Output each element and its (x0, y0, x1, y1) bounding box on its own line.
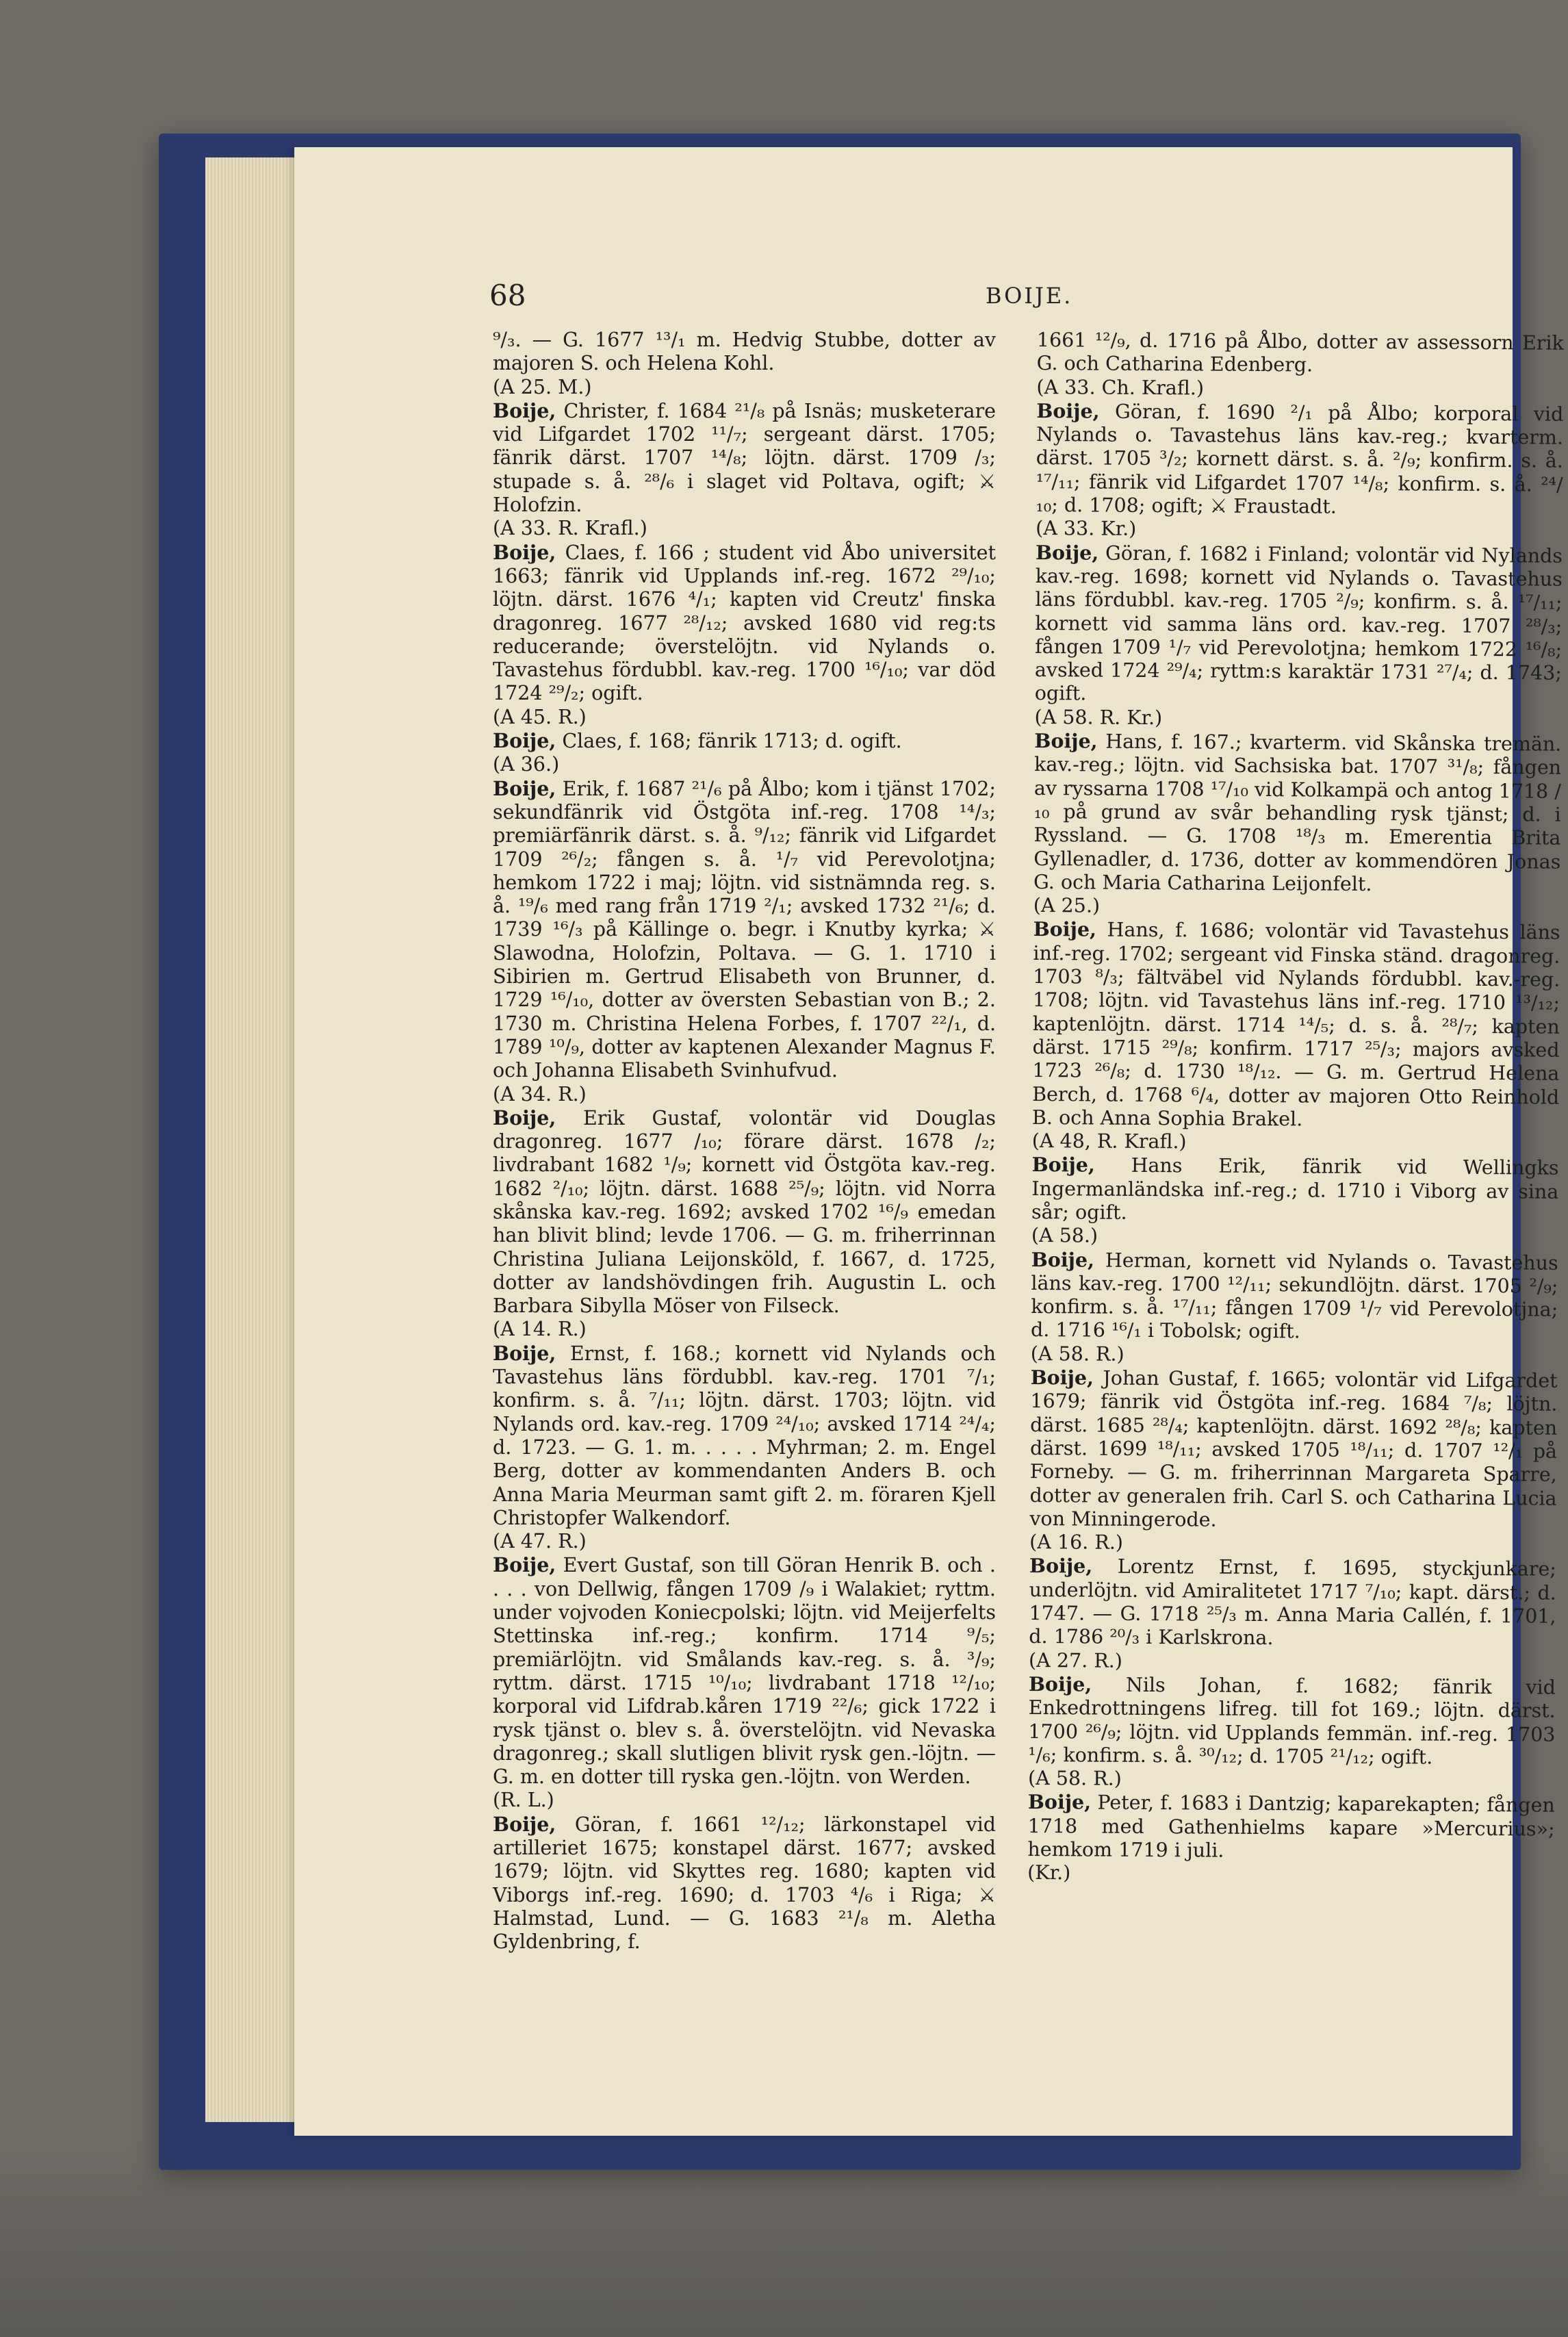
source-ref: (A 33. R. Krafl.) (493, 517, 647, 540)
biography-entry: Boije, Christer, f. 1684 ²¹/₈ på Isnäs; musketerare vid Lifgardet 1702 ¹¹/₇; sergeant därst. 1705; fänrik därst. 1707 ¹⁴/₈; löjtn. därst. 1709 /₃; stupade s. å. ²⁸/₆ i slaget vid Poltava, ogift; ⚔ Holofzin. (493, 398, 996, 517)
source-ref: (A 34. R.) (493, 1082, 587, 1106)
surname: Boije, (493, 1812, 556, 1836)
surname: Boije, (1034, 729, 1098, 753)
source-ref: (A 47. R.) (493, 1530, 587, 1553)
biography-entry: Boije, Hans Erik, fänrik vid Wellingks Ingermanländska inf.-reg.; d. 1710 i Viborg av sina sår; ogift. (1031, 1153, 1559, 1224)
surname: Boije, (493, 776, 556, 800)
biography-entry: Boije, Ernst, f. 168.; kornett vid Nylands och Tavastehus läns fördubbl. kav.-reg. 1701 ⁷/₁; konfirm. s. å. ⁷/₁₁; löjtn. därst. 1703; löjtn. vid Nylands ord. kav.-reg. 1709 ²⁴/₁₀; avsked 1714 ²⁴/₄; d. 1723. — G. 1. m. . . . . Myhrman; 2. m. Engel Berg, dotter av kommendanten Anders B. och Anna Maria Meurman samt gift 2. m. föraren Kjell Christopfer Walkendorf. (493, 1341, 996, 1529)
left-column (493, 329, 996, 1954)
surname: Boije, (493, 1553, 556, 1577)
source-ref: (A 25.) (1033, 894, 1101, 917)
surname: Boije, (493, 1341, 556, 1365)
running-head: BOIJE. (986, 283, 1073, 309)
biography-entry: Boije, Hans, f. 167.; kvarterm. vid Skånska tremän. kav.-reg.; löjtn. vid Sachsiska bat. 1707 ³¹/₈; fången av ryssarna 1708 ¹⁷/₁₀ vid Kolkampä och antog 1718 /₁₀ på grund av svår behandling rysk tjänst; d. i Ryssland. — G. 1708 ¹⁸/₃ m. Emerentia Brita Gyllenadler, d. 1736, dotter av kommendören Jonas G. och Maria Catharina Leijonfelt. (1033, 729, 1562, 895)
biography-entry: Boije, Erik Gustaf, volontär vid Douglas dragonreg. 1677 /₁₀; förare därst. 1678 /₂; livdrabant 1682 ¹/₉; kornett vid Östgöta kav.-reg. 1682 ²/₁₀; löjtn. därst. 1688 ²⁵/₉; löjtn. vid Norra skånska kav.-reg. 1692; avsked 1702 ¹⁶/₉ emedan han blivit blind; levde 1706. — G. m. friherrinnan Christina Juliana Leijonsköld, f. 1667, d. 1725, dotter av landshövdingen frih. Augustin L. och Barbara Sibylla Möser von Filseck. (493, 1106, 996, 1318)
source-ref: (R. L.) (493, 1789, 554, 1812)
surname: Boije, (1030, 1366, 1094, 1390)
surname: Boije, (1033, 917, 1097, 941)
source-ref: (A 58. R. Kr.) (1034, 705, 1163, 729)
source-ref: (A 58.) (1031, 1224, 1098, 1247)
surname: Boije, (1036, 398, 1100, 423)
surname: Boije, (1031, 1153, 1095, 1177)
biography-entry: Boije, Evert Gustaf, son till Göran Henrik B. och . . . . von Dellwig, fången 1709 /₉ i Walakiet; ryttm. under vojvoden Koniecpolski; löjtn. vid Meijerfelts Stettinska inf.-reg.; konfirm. 1714 ⁹/₅; premiärlöjtn. vid Smålands kav.-reg. s. å. ³/₉; ryttm. därst. 1715 ¹⁰/₁₀; livdrabant 1718 ¹²/₁₀; korporal vid Lifdrab.kåren 1719 ²²/₆; gick 1722 i rysk tjänst o. blev s. å. överstelöjtn. vid Nevaska dragonreg.; skall slutligen blivit rysk gen.-löjtn. — G. m. en dotter till ryska gen.-löjtn. von Werden. (493, 1553, 996, 1789)
biography-entry: Boije, Nils Johan, f. 1682; fänrik vid Enkedrottningens lifreg. till fot 169.; löjtn. därst. 1700 ²⁶/₉; löjtn. vid Upplands femmän. inf.-reg. 1703 ¹/₆; konfirm. s. å. ³⁰/₁₂; d. 1705 ²¹/₁₂; ogift. (1028, 1672, 1556, 1769)
biography-entry: Boije, Hans, f. 1686; volontär vid Tavastehus läns inf.-reg. 1702; sergeant vid Finska ständ. dragonreg. 1703 ⁸/₃; fältväbel vid Nylands fördubbl. kav.-reg. 1708; löjtn. vid Tavastehus läns inf.-reg. 1710 ¹³/₁₂; kaptenlöjtn. därst. 1714 ¹⁴/₅; d. s. å. ²⁸/₇; kapten därst. 1715 ²⁹/₈; konfirm. 1717 ²⁵/₃; majors avsked 1723 ²⁶/₈; d. 1730 ¹⁸/₁₂. — G. m. Gertrud Helena Berch, d. 1768 ⁶/₄, dotter av majoren Otto Reinhold B. och Anna Sophia Brakel. (1031, 917, 1560, 1131)
source-ref: (A 33. Ch. Krafl.) (1036, 375, 1205, 400)
surname: Boije, (493, 1106, 556, 1129)
surname: Boije, (493, 540, 556, 564)
book-page (294, 147, 1564, 2136)
biography-entry: Boije, Göran, f. 1682 i Finland; volontär vid Nylands kav.-reg. 1698; kornett vid Nylands o. Tavastehus läns fördubbl. kav.-reg. 1705 ²/₉; konfirm. s. å. ¹⁷/₁₁; kornett vid samma läns ord. kav.-reg. 1707 ²⁸/₃; fången 1709 ¹/₇ vid Perevolotjna; hemkom 1722 ¹⁶/₈; avsked 1724 ²⁹/₄; ryttm:s karaktär 1731 ²⁷/₄; d. 1743; ogift. (1034, 540, 1563, 705)
biography-entry: Boije, Lorentz Ernst, f. 1695, styckjunkare; underlöjtn. vid Amiralitetet 1717 ⁷/₁₀; kapt. därst.; d. 1747. — G. 1718 ²⁵/₃ m. Anna Maria Callén, f. 1701, d. 1786 ²⁰/₃ i Karlskrona. (1029, 1554, 1557, 1650)
source-ref: (A 48, R. Krafl.) (1031, 1129, 1187, 1153)
source-ref: (A 58. R.) (1030, 1342, 1124, 1366)
text-line: ⁹/₃. — G. 1677 ¹³/₁ m. Hedvig Stubbe, dotter av majoren S. och Helena Kohl. (493, 329, 996, 375)
biography-entry: Boije, Erik, f. 1687 ²¹/₆ på Ålbo; kom i tjänst 1702; sekundfänrik vid Östgöta inf.-reg. 1708 ¹⁴/₃; premiärfänrik därst. s. å. ⁹/₁₂; fänrik vid Lifgardet 1709 ²⁶/₂; fången s. å. ¹/₇ vid Perevolotjna; hemkom 1722 i maj; löjtn. vid sistnämnda reg. s. å. ¹⁹/₆ med rang från 1719 ²/₁; avsked 1732 ²¹/₆; d. 1739 ¹⁶/₃ på Källinge o. begr. i Knutby kyrka; ⚔ Slawodna, Holofzin, Poltava. — G. 1. 1710 i Sibirien m. Gertrud Elisabeth von Brunner, d. 1729 ¹⁶/₁₀, dotter av översten Sebastian von B.; 2. 1730 m. Christina Helena Forbes, f. 1707 ²²/₁, d. 1789 ¹⁰/₉, dotter av kaptenen Alexander Magnus F. och Johanna Elisabeth Svinhufvud. (493, 776, 996, 1082)
source-ref: (A 25. M.) (493, 375, 592, 398)
source-ref: (A 27. R.) (1029, 1648, 1122, 1672)
biography-entry: Boije, Göran, f. 1690 ²/₁ på Ålbo; korporal vid Nylands o. Tavastehus läns kav.-reg.; kvarterm. därst. 1705 ³/₂; kornett därst. s. å. ²/₉; konfirm. s. å. ¹⁷/₁₁; fänrik vid Lifgardet 1707 ¹⁴/₈; konfirm. s. å. ²⁴/₁₀; d. 1708; ogift; ⚔ Fraustadt. (1036, 398, 1564, 518)
right-column (1027, 329, 1564, 1888)
surname: Boije, (1029, 1554, 1093, 1578)
surname: Boije, (1031, 1247, 1095, 1272)
biography-entry: Boije, Johan Gustaf, f. 1665; volontär vid Lifgardet 1679; fänrik vid Östgöta inf.-reg. 1684 ⁷/₈; löjtn. därst. 1685 ²⁸/₄; kaptenlöjtn. därst. 1692 ²⁸/₈; kapten därst. 1699 ¹⁸/₁₁; avsked 1705 ¹⁸/₁₁; d. 1707 ¹²/₁ på Forneby. — G. m. friherrinnan Margareta Sparre, dotter av generalen frih. Carl S. och Catharina Lucia von Minningerode. (1029, 1366, 1558, 1531)
surname: Boije, (1027, 1790, 1092, 1814)
surname: Boije, (1035, 540, 1099, 565)
surname: Boije, (1028, 1672, 1092, 1696)
text-line: 1661 ¹²/₉, d. 1716 på Ålbo, dotter av assessorn Erik G. och Catharina Edenberg. (1036, 329, 1564, 376)
page-number: 68 (489, 279, 526, 312)
source-ref: (A 33. Kr.) (1036, 517, 1137, 541)
biography-entry: Boije, Peter, f. 1683 i Dantzig; kaparekapten; fången 1718 med Gathenhielms kapare »Mercurius»; hemkom 1719 i juli. (1027, 1790, 1555, 1862)
source-ref: (A 45. R.) (493, 705, 587, 728)
biography-entry: Boije, Claes, f. 168; fänrik 1713; d. ogift. (493, 729, 902, 753)
surname: Boije, (493, 729, 556, 753)
source-ref: (Kr.) (1027, 1861, 1071, 1885)
source-ref: (A 16. R.) (1029, 1531, 1124, 1554)
biography-entry: Boije, Claes, f. 166 ; student vid Åbo universitet 1663; fänrik vid Upplands inf.-reg. 1672 ²⁹/₁₀; löjtn. därst. 1676 ⁴/₁; kapten vid Creutz' finska dragonreg. 1677 ²⁸/₁₂; avsked 1680 vid reg:ts reducerande; överstelöjtn. vid Nylands o. Tavastehus fördubbl. kav.-reg. 1700 ¹⁶/₁₀; var död 1724 ²⁹/₂; ogift. (493, 540, 996, 705)
biography-entry: Boije, Herman, kornett vid Nylands o. Tavastehus läns kav.-reg. 1700 ¹²/₁₁; sekundlöjtn. därst. 1705 ²/₉; konfirm. s. å. ¹⁷/₁₁; fången 1709 ¹/₇ vid Perevolotjna; d. 1716 ¹⁶/₁ i Tobolsk; ogift. (1030, 1247, 1558, 1343)
surname: Boije, (493, 398, 556, 422)
source-ref: (A 14. R.) (493, 1318, 587, 1341)
source-ref: (A 36.) (493, 753, 560, 776)
source-ref: (A 58. R.) (1027, 1767, 1122, 1790)
biography-entry: Boije, Göran, f. 1661 ¹²/₁₂; lärkonstapel vid artilleriet 1675; konstapel därst. 1677; avsked 1679; löjtn. vid Skyttes reg. 1680; kapten vid Viborgs inf.-reg. 1690; d. 1703 ⁴/₆ i Riga; ⚔ Halmstad, Lund. — G. 1683 ²¹/₈ m. Aletha Gyldenbring, f. (493, 1812, 996, 1954)
